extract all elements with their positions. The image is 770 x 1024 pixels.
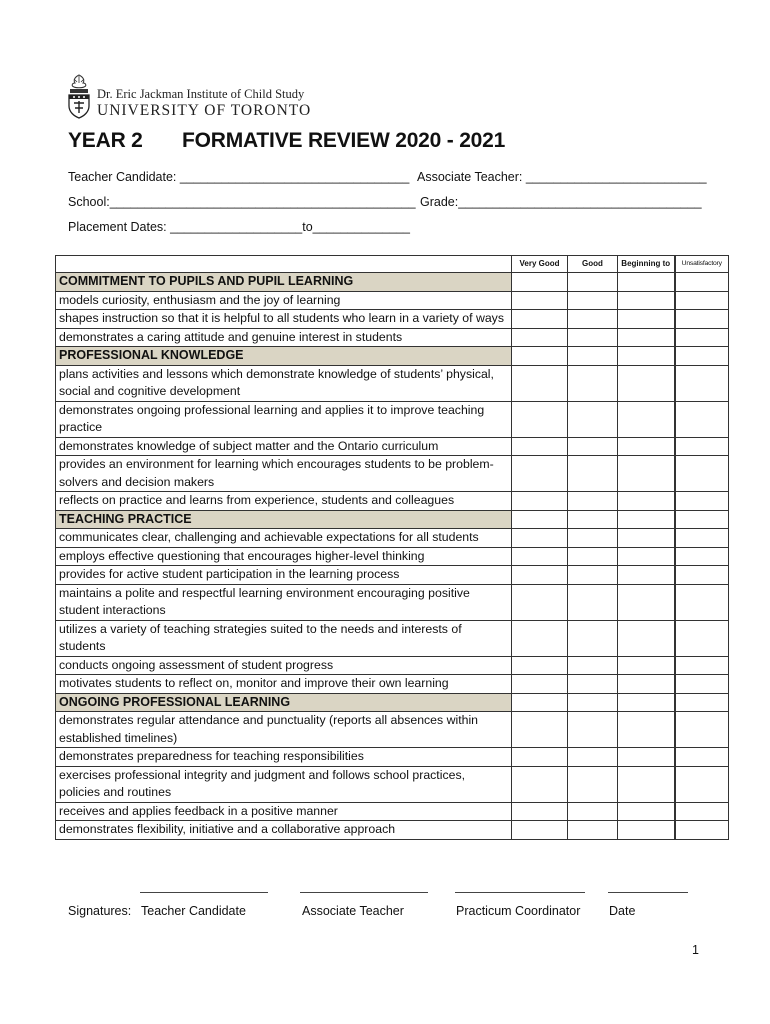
criterion-row — [56, 437, 729, 456]
section-rating-cell — [568, 693, 618, 712]
associate-teacher-signature-label: Associate Teacher — [302, 904, 404, 918]
rating-cell-beginning-to[interactable] — [618, 310, 675, 329]
section-rating-cell — [512, 693, 568, 712]
university-name: UNIVERSITY OF TORONTO — [97, 102, 312, 119]
rating-cell-good[interactable] — [568, 437, 618, 456]
criterion-text: motivates students to reflect on, monitor and improve their own learning — [56, 675, 512, 694]
university-logo — [66, 74, 336, 122]
criteria-header-cell — [56, 256, 512, 273]
section-title: COMMITMENT TO PUPILS AND PUPIL LEARNING — [56, 273, 512, 292]
rating-cell-very-good[interactable] — [512, 675, 568, 694]
rating-cell-good[interactable] — [568, 584, 618, 620]
criterion-text: reflects on practice and learns from experience, students and colleagues — [56, 492, 512, 511]
rating-cell-good[interactable] — [568, 656, 618, 675]
section-rating-cell — [675, 510, 729, 529]
year-title: YEAR 2 — [68, 129, 143, 152]
criterion-text: utilizes a variety of teaching strategies suited to the needs and interests of students — [56, 620, 512, 656]
rating-column-header: Very Good — [512, 256, 568, 273]
criterion-text: demonstrates preparedness for teaching responsibilities — [56, 748, 512, 767]
rating-cell-very-good[interactable] — [512, 456, 568, 492]
rating-cell-beginning-to[interactable] — [618, 365, 675, 401]
teacher-candidate-signature-line[interactable] — [140, 892, 268, 893]
rating-cell-beginning-to[interactable] — [618, 401, 675, 437]
criterion-text: demonstrates flexibility, initiative and a collaborative approach — [56, 821, 512, 840]
rating-cell-very-good[interactable] — [512, 584, 568, 620]
rating-cell-beginning-to[interactable] — [618, 656, 675, 675]
rating-cell-very-good[interactable] — [512, 620, 568, 656]
practicum-coordinator-signature-label: Practicum Coordinator — [456, 904, 581, 918]
criterion-text: communicates clear, challenging and achievable expectations for all students — [56, 529, 512, 548]
rating-cell-good[interactable] — [568, 802, 618, 821]
rating-cell-good[interactable] — [568, 675, 618, 694]
rating-cell-very-good[interactable] — [512, 328, 568, 347]
rating-cell-good[interactable] — [568, 547, 618, 566]
rating-cell-good[interactable] — [568, 766, 618, 802]
criterion-text: provides for active student participation in the learning process — [56, 566, 512, 585]
criterion-row — [56, 529, 729, 548]
rating-cell-unsatisfactory[interactable] — [675, 492, 729, 511]
rating-cell-good[interactable] — [568, 821, 618, 840]
rating-cell-unsatisfactory[interactable] — [675, 401, 729, 437]
criterion-row — [56, 566, 729, 585]
teacher-candidate-signature-label: Teacher Candidate — [141, 904, 246, 918]
rating-cell-beginning-to[interactable] — [618, 584, 675, 620]
rating-cell-beginning-to[interactable] — [618, 802, 675, 821]
rating-cell-unsatisfactory[interactable] — [675, 675, 729, 694]
rating-cell-beginning-to[interactable] — [618, 547, 675, 566]
criterion-row — [56, 656, 729, 675]
criterion-text: demonstrates knowledge of subject matter and the Ontario curriculum — [56, 437, 512, 456]
criterion-row — [56, 675, 729, 694]
criterion-row — [56, 401, 729, 437]
criterion-text: demonstrates a caring attitude and genuine interest in students — [56, 328, 512, 347]
section-rating-cell — [618, 347, 675, 366]
rating-cell-unsatisfactory[interactable] — [675, 748, 729, 767]
rating-cell-unsatisfactory[interactable] — [675, 584, 729, 620]
rating-cell-unsatisfactory[interactable] — [675, 766, 729, 802]
criterion-row — [56, 821, 729, 840]
rating-cell-unsatisfactory[interactable] — [675, 547, 729, 566]
criterion-row — [56, 584, 729, 620]
rating-cell-beginning-to[interactable] — [618, 328, 675, 347]
criterion-row — [56, 620, 729, 656]
criterion-text: shapes instruction so that it is helpful to all students who learn in a variety of ways — [56, 310, 512, 329]
rating-cell-very-good[interactable] — [512, 291, 568, 310]
teacher-candidate-field[interactable]: Teacher Candidate: _________________________________ — [68, 170, 410, 184]
criterion-text: plans activities and lessons which demonstrate knowledge of students’ physical, social and cognitive development — [56, 365, 512, 401]
review-table — [55, 255, 729, 840]
section-header-row — [56, 273, 729, 292]
rating-cell-very-good[interactable] — [512, 712, 568, 748]
grade-field[interactable]: Grade:___________________________________ — [420, 195, 702, 209]
rating-cell-unsatisfactory[interactable] — [675, 291, 729, 310]
section-rating-cell — [675, 693, 729, 712]
rating-column-header: Unsatisfactory — [675, 256, 729, 273]
rating-cell-beginning-to[interactable] — [618, 437, 675, 456]
criterion-text: conducts ongoing assessment of student progress — [56, 656, 512, 675]
rating-cell-very-good[interactable] — [512, 566, 568, 585]
rating-cell-beginning-to[interactable] — [618, 620, 675, 656]
section-header-row — [56, 510, 729, 529]
rating-cell-unsatisfactory[interactable] — [675, 656, 729, 675]
associate-teacher-signature-line[interactable] — [300, 892, 428, 893]
rating-cell-beginning-to[interactable] — [618, 566, 675, 585]
section-header-row — [56, 693, 729, 712]
section-rating-cell — [512, 273, 568, 292]
rating-cell-good[interactable] — [568, 620, 618, 656]
rating-cell-very-good[interactable] — [512, 656, 568, 675]
criterion-row — [56, 365, 729, 401]
section-rating-cell — [512, 347, 568, 366]
criterion-row — [56, 712, 729, 748]
page-number: 1 — [692, 943, 699, 957]
rating-cell-beginning-to[interactable] — [618, 748, 675, 767]
criterion-row — [56, 291, 729, 310]
rating-cell-very-good[interactable] — [512, 821, 568, 840]
date-signature-line[interactable] — [608, 892, 688, 893]
criterion-text: models curiosity, enthusiasm and the joy of learning — [56, 291, 512, 310]
criterion-row — [56, 310, 729, 329]
school-field[interactable]: School:____________________________________________ — [68, 195, 416, 209]
rating-cell-beginning-to[interactable] — [618, 712, 675, 748]
rating-cell-beginning-to[interactable] — [618, 291, 675, 310]
rating-cell-very-good[interactable] — [512, 492, 568, 511]
rating-cell-good[interactable] — [568, 401, 618, 437]
rating-cell-beginning-to[interactable] — [618, 821, 675, 840]
section-rating-cell — [568, 347, 618, 366]
criterion-text: receives and applies feedback in a positive manner — [56, 802, 512, 821]
rating-cell-very-good[interactable] — [512, 547, 568, 566]
rating-cell-unsatisfactory[interactable] — [675, 529, 729, 548]
rating-cell-good[interactable] — [568, 456, 618, 492]
section-rating-cell — [568, 273, 618, 292]
rating-cell-very-good[interactable] — [512, 766, 568, 802]
rating-cell-very-good[interactable] — [512, 748, 568, 767]
criterion-row — [56, 456, 729, 492]
rating-cell-unsatisfactory[interactable] — [675, 437, 729, 456]
criterion-row — [56, 492, 729, 511]
rating-cell-very-good[interactable] — [512, 529, 568, 548]
review-title: FORMATIVE REVIEW 2020 - 2021 — [182, 129, 506, 152]
criterion-row — [56, 748, 729, 767]
criterion-text: employs effective questioning that encourages higher-level thinking — [56, 547, 512, 566]
rating-cell-good[interactable] — [568, 492, 618, 511]
criterion-text: demonstrates ongoing professional learning and applies it to improve teaching practice — [56, 401, 512, 437]
rating-cell-good[interactable] — [568, 310, 618, 329]
rating-cell-good[interactable] — [568, 291, 618, 310]
rating-cell-good[interactable] — [568, 748, 618, 767]
criterion-text: demonstrates regular attendance and punctuality (reports all absences within established timelines) — [56, 712, 512, 748]
rating-cell-very-good[interactable] — [512, 310, 568, 329]
rating-cell-unsatisfactory[interactable] — [675, 821, 729, 840]
rating-cell-unsatisfactory[interactable] — [675, 365, 729, 401]
rating-cell-beginning-to[interactable] — [618, 492, 675, 511]
section-rating-cell — [618, 273, 675, 292]
rating-cell-unsatisfactory[interactable] — [675, 328, 729, 347]
rating-column-header: Beginning to — [618, 256, 675, 273]
rating-cell-good[interactable] — [568, 529, 618, 548]
signatures-label: Signatures: — [68, 904, 132, 918]
rating-cell-unsatisfactory[interactable] — [675, 620, 729, 656]
criterion-text: exercises professional integrity and judgment and follows school practices, policies and routines — [56, 766, 512, 802]
rating-cell-very-good[interactable] — [512, 802, 568, 821]
rating-cell-very-good[interactable] — [512, 401, 568, 437]
rating-cell-unsatisfactory[interactable] — [675, 456, 729, 492]
rating-cell-unsatisfactory[interactable] — [675, 712, 729, 748]
section-title: PROFESSIONAL KNOWLEDGE — [56, 347, 512, 366]
rating-cell-very-good[interactable] — [512, 365, 568, 401]
rating-column-header: Good — [568, 256, 618, 273]
rating-cell-good[interactable] — [568, 328, 618, 347]
rating-cell-beginning-to[interactable] — [618, 529, 675, 548]
section-rating-cell — [675, 273, 729, 292]
rating-cell-unsatisfactory[interactable] — [675, 802, 729, 821]
institute-name: Dr. Eric Jackman Institute of Child Study — [97, 87, 305, 101]
rating-cell-good[interactable] — [568, 566, 618, 585]
rating-cell-very-good[interactable] — [512, 437, 568, 456]
rating-cell-beginning-to[interactable] — [618, 456, 675, 492]
criterion-text: provides an environment for learning which encourages students to be problem-solvers and decision makers — [56, 456, 512, 492]
criterion-text: maintains a polite and respectful learning environment encouraging positive student interactions — [56, 584, 512, 620]
placement-dates-field[interactable]: Placement Dates: ___________________to______________ — [68, 220, 410, 234]
criterion-row — [56, 547, 729, 566]
rating-cell-good[interactable] — [568, 712, 618, 748]
criterion-row — [56, 766, 729, 802]
section-rating-cell — [512, 510, 568, 529]
section-rating-cell — [618, 693, 675, 712]
rating-cell-good[interactable] — [568, 365, 618, 401]
criterion-row — [56, 802, 729, 821]
practicum-coordinator-signature-line[interactable] — [455, 892, 585, 893]
section-rating-cell — [568, 510, 618, 529]
section-rating-cell — [618, 510, 675, 529]
section-title: ONGOING PROFESSIONAL LEARNING — [56, 693, 512, 712]
rating-cell-unsatisfactory[interactable] — [675, 310, 729, 329]
section-header-row — [56, 347, 729, 366]
crest-icon — [66, 74, 92, 120]
associate-teacher-field[interactable]: Associate Teacher: __________________________ — [417, 170, 707, 184]
criterion-row — [56, 328, 729, 347]
rating-cell-beginning-to[interactable] — [618, 675, 675, 694]
rating-cell-beginning-to[interactable] — [618, 766, 675, 802]
rating-header-row — [56, 256, 729, 273]
section-rating-cell — [675, 347, 729, 366]
section-title: TEACHING PRACTICE — [56, 510, 512, 529]
rating-cell-unsatisfactory[interactable] — [675, 566, 729, 585]
date-signature-label: Date — [609, 904, 636, 918]
